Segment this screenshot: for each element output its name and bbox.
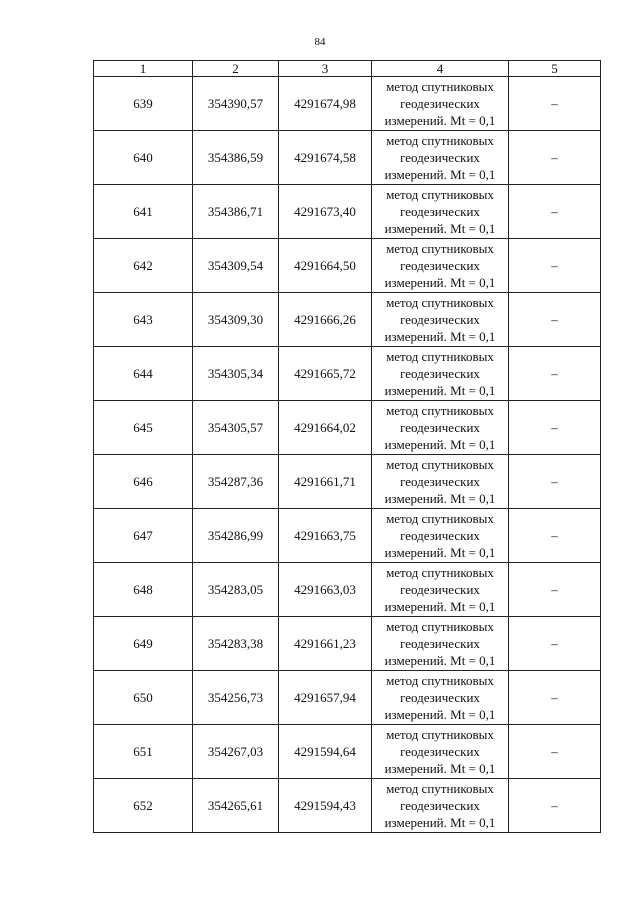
method-line: метод спутниковых <box>386 511 494 526</box>
method-line: измерений. Mt = 0,1 <box>384 167 496 182</box>
point-number-cell: 640 <box>94 131 193 185</box>
x-coordinate-cell: 354283,05 <box>193 563 279 617</box>
table-row <box>94 779 601 833</box>
x-coordinate-cell: 354305,34 <box>193 347 279 401</box>
method-line: геодезических <box>400 204 480 219</box>
method-line: измерений. Mt = 0,1 <box>384 707 496 722</box>
y-coordinate-cell: 4291661,23 <box>279 617 372 671</box>
method-cell <box>372 617 509 671</box>
table-row <box>94 131 601 185</box>
method-line: измерений. Mt = 0,1 <box>384 815 496 830</box>
point-number-cell: 648 <box>94 563 193 617</box>
note-cell: – <box>509 563 601 617</box>
point-number-cell: 639 <box>94 77 193 131</box>
y-coordinate-cell: 4291663,03 <box>279 563 372 617</box>
method-line: метод спутниковых <box>386 133 494 148</box>
x-coordinate-cell: 354256,73 <box>193 671 279 725</box>
method-line: метод спутниковых <box>386 349 494 364</box>
y-coordinate-cell: 4291666,26 <box>279 293 372 347</box>
method-cell <box>372 77 509 131</box>
y-coordinate-cell: 4291663,75 <box>279 509 372 563</box>
x-coordinate-cell: 354265,61 <box>193 779 279 833</box>
method-cell <box>372 401 509 455</box>
point-number-cell: 649 <box>94 617 193 671</box>
point-number-cell: 643 <box>94 293 193 347</box>
table-row <box>94 293 601 347</box>
y-coordinate-cell: 4291665,72 <box>279 347 372 401</box>
method-cell <box>372 671 509 725</box>
method-line: измерений. Mt = 0,1 <box>384 383 496 398</box>
header-col-4: 4 <box>372 61 509 77</box>
method-line: геодезических <box>400 690 480 705</box>
x-coordinate-cell: 354283,38 <box>193 617 279 671</box>
header-col-1: 1 <box>94 61 193 77</box>
note-cell: – <box>509 779 601 833</box>
method-line: метод спутниковых <box>386 403 494 418</box>
point-number-cell: 641 <box>94 185 193 239</box>
method-cell <box>372 293 509 347</box>
method-line: метод спутниковых <box>386 619 494 634</box>
x-coordinate-cell: 354287,36 <box>193 455 279 509</box>
method-line: геодезических <box>400 420 480 435</box>
table-body <box>94 77 601 833</box>
method-cell <box>372 185 509 239</box>
note-cell: – <box>509 509 601 563</box>
table-row <box>94 509 601 563</box>
x-coordinate-cell: 354386,59 <box>193 131 279 185</box>
y-coordinate-cell: 4291664,50 <box>279 239 372 293</box>
method-line: метод спутниковых <box>386 241 494 256</box>
y-coordinate-cell: 4291594,43 <box>279 779 372 833</box>
note-cell: – <box>509 239 601 293</box>
x-coordinate-cell: 354309,54 <box>193 239 279 293</box>
method-cell <box>372 509 509 563</box>
point-number-cell: 652 <box>94 779 193 833</box>
x-coordinate-cell: 354267,03 <box>193 725 279 779</box>
page-number: 84 <box>314 36 326 48</box>
method-line: геодезических <box>400 798 480 813</box>
method-line: метод спутниковых <box>386 187 494 202</box>
method-line: измерений. Mt = 0,1 <box>384 491 496 506</box>
method-line: геодезических <box>400 474 480 489</box>
method-line: метод спутниковых <box>386 673 494 688</box>
method-line: геодезических <box>400 366 480 381</box>
method-line: измерений. Mt = 0,1 <box>384 329 496 344</box>
header-col-2: 2 <box>193 61 279 77</box>
table-row <box>94 401 601 455</box>
note-cell: – <box>509 185 601 239</box>
method-cell <box>372 455 509 509</box>
point-number-cell: 645 <box>94 401 193 455</box>
point-number-cell: 646 <box>94 455 193 509</box>
note-cell: – <box>509 293 601 347</box>
y-coordinate-cell: 4291657,94 <box>279 671 372 725</box>
point-number-cell: 647 <box>94 509 193 563</box>
y-coordinate-cell: 4291664,02 <box>279 401 372 455</box>
y-coordinate-cell: 4291674,98 <box>279 77 372 131</box>
note-cell: – <box>509 617 601 671</box>
method-cell <box>372 239 509 293</box>
point-number-cell: 650 <box>94 671 193 725</box>
method-line: метод спутниковых <box>386 79 494 94</box>
method-line: измерений. Mt = 0,1 <box>384 275 496 290</box>
method-line: геодезических <box>400 312 480 327</box>
note-cell: – <box>509 77 601 131</box>
method-cell <box>372 725 509 779</box>
x-coordinate-cell: 354309,30 <box>193 293 279 347</box>
method-line: метод спутниковых <box>386 727 494 742</box>
method-line: метод спутниковых <box>386 295 494 310</box>
method-line: геодезических <box>400 582 480 597</box>
method-line: геодезических <box>400 258 480 273</box>
table-row <box>94 239 601 293</box>
method-line: геодезических <box>400 150 480 165</box>
note-cell: – <box>509 671 601 725</box>
point-number-cell: 642 <box>94 239 193 293</box>
method-line: измерений. Mt = 0,1 <box>384 437 496 452</box>
note-cell: – <box>509 725 601 779</box>
table-row <box>94 563 601 617</box>
method-line: измерений. Mt = 0,1 <box>384 761 496 776</box>
y-coordinate-cell: 4291594,64 <box>279 725 372 779</box>
method-line: геодезических <box>400 96 480 111</box>
method-line: измерений. Mt = 0,1 <box>384 545 496 560</box>
table-row <box>94 455 601 509</box>
note-cell: – <box>509 131 601 185</box>
method-line: метод спутниковых <box>386 457 494 472</box>
method-line: измерений. Mt = 0,1 <box>384 599 496 614</box>
header-col-3: 3 <box>279 61 372 77</box>
method-line: измерений. Mt = 0,1 <box>384 221 496 236</box>
method-line: геодезических <box>400 744 480 759</box>
table-row <box>94 617 601 671</box>
method-line: метод спутниковых <box>386 565 494 580</box>
point-number-cell: 644 <box>94 347 193 401</box>
method-line: метод спутниковых <box>386 781 494 796</box>
note-cell: – <box>509 401 601 455</box>
table-header-row <box>94 61 601 77</box>
method-line: измерений. Mt = 0,1 <box>384 113 496 128</box>
method-cell <box>372 131 509 185</box>
y-coordinate-cell: 4291674,58 <box>279 131 372 185</box>
x-coordinate-cell: 354390,57 <box>193 77 279 131</box>
method-line: геодезических <box>400 636 480 651</box>
header-col-5: 5 <box>509 61 601 77</box>
y-coordinate-cell: 4291661,71 <box>279 455 372 509</box>
table-row <box>94 185 601 239</box>
table-row <box>94 347 601 401</box>
table-row <box>94 725 601 779</box>
note-cell: – <box>509 455 601 509</box>
table-row <box>94 671 601 725</box>
method-line: измерений. Mt = 0,1 <box>384 653 496 668</box>
method-line: геодезических <box>400 528 480 543</box>
y-coordinate-cell: 4291673,40 <box>279 185 372 239</box>
table-row <box>94 77 601 131</box>
method-cell <box>372 347 509 401</box>
x-coordinate-cell: 354386,71 <box>193 185 279 239</box>
point-number-cell: 651 <box>94 725 193 779</box>
note-cell: – <box>509 347 601 401</box>
coordinates-table <box>93 60 601 833</box>
x-coordinate-cell: 354286,99 <box>193 509 279 563</box>
method-cell <box>372 779 509 833</box>
method-cell <box>372 563 509 617</box>
x-coordinate-cell: 354305,57 <box>193 401 279 455</box>
